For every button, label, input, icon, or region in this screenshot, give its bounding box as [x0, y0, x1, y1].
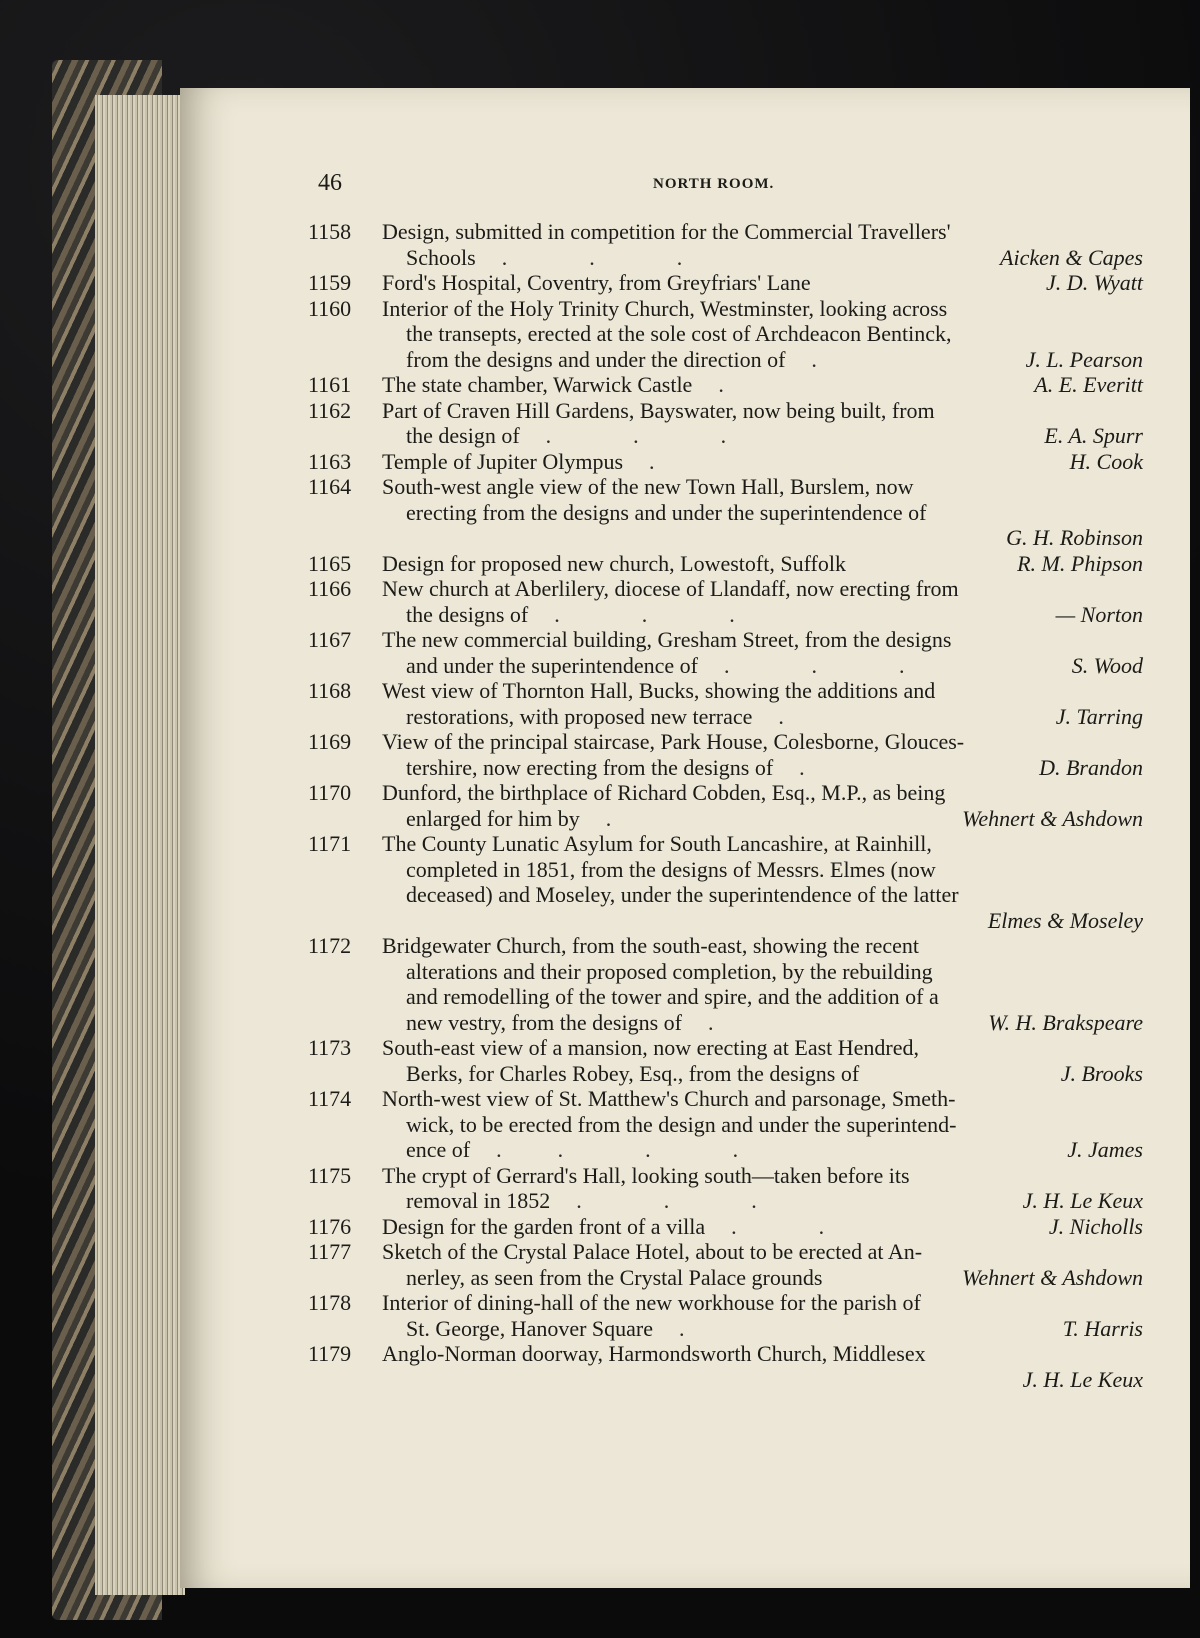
entry-title-text: and remodelling of the tower and spire, and the addition of a	[406, 984, 939, 1009]
entry-title-text: Temple of Jupiter Olympus	[382, 448, 624, 474]
leader-dots: .	[752, 703, 788, 729]
entry-artist: J. D. Wyatt	[1046, 270, 1143, 295]
entry-title-line	[406, 704, 1143, 730]
entry-title-line	[406, 321, 1143, 347]
entry-title-text: deceased) and Moseley, under the superintendence of the latter	[406, 882, 959, 907]
catalogue-entry	[308, 551, 1143, 577]
entry-title-line	[406, 959, 1143, 985]
entry-title-text: South-east view of a mansion, now erecting at East Hendred,	[382, 1035, 920, 1060]
entry-title-line	[406, 245, 1143, 271]
entry-title-line	[406, 1316, 1143, 1342]
entry-title-line	[382, 933, 1143, 959]
leader-dots: .	[681, 1009, 718, 1035]
entry-title-line	[406, 1188, 1143, 1214]
entry-number: 1176	[308, 1213, 352, 1239]
entry-title-text: West view of Thornton Hall, Bucks, showing the additions and	[382, 678, 936, 703]
entry-title-text: nerley, as seen from the Crystal Palace grounds	[406, 1264, 823, 1290]
entry-artist: E. A. Spurr	[1044, 423, 1143, 448]
entry-title-line	[406, 500, 1143, 526]
entry-title-text: tershire, now erecting from the designs of	[406, 754, 774, 780]
entry-title-text: Berks, for Charles Robey, Esq., from the designs of	[406, 1060, 860, 1086]
catalogue-entry	[308, 296, 1143, 373]
entry-artist: A. E. Everitt	[1034, 372, 1143, 397]
entry-title-line	[406, 755, 1143, 781]
entry-artist: Wehnert & Ashdown	[962, 805, 1143, 831]
catalogue-entry	[308, 1341, 1143, 1392]
entry-title-text: Dunford, the birthplace of Richard Cobden, Esq., M.P., as being	[382, 780, 946, 805]
entry-title-text: wick, to be erected from the design and under the superintend-	[406, 1111, 957, 1137]
entry-title-text: restorations, with proposed new terrace	[406, 703, 753, 729]
leader-dots: . . . .	[470, 1137, 743, 1162]
entry-number: 1178	[308, 1290, 352, 1315]
entry-artist: T. Harris	[1062, 1315, 1143, 1341]
leader-dots: .	[653, 1315, 689, 1341]
entry-title-text: Interior of dining-hall of the new workhouse for the parish of	[382, 1290, 921, 1315]
entry-artist: Elmes & Moseley	[987, 907, 1143, 933]
entry-title-line	[406, 1265, 1143, 1291]
catalogue-entry	[308, 627, 1143, 678]
catalogue-entry	[308, 780, 1143, 831]
entry-title-line	[406, 602, 1143, 628]
entry-title-text: the transepts, erected at the sole cost of Archdeacon Bentinck,	[406, 321, 952, 346]
leader-dots: .	[785, 346, 821, 372]
entry-title-line	[382, 576, 1143, 602]
entry-artist: W. H. Brakspeare	[988, 1009, 1143, 1035]
entry-title-line	[382, 219, 1143, 245]
leader-dots: .	[579, 805, 616, 831]
entry-title-line	[382, 296, 1143, 322]
entry-title-text: the designs of	[406, 601, 529, 627]
entry-number: 1166	[308, 576, 352, 601]
catalogue-entry	[308, 729, 1143, 780]
entry-title-text: completed in 1851, from the designs of Messrs. Elmes (now	[406, 856, 936, 882]
entry-title-text: Bridgewater Church, from the south-east, showing the recent	[382, 933, 920, 958]
entry-title-line	[382, 678, 1143, 704]
catalogue-entry	[308, 1214, 1143, 1240]
entry-title-text: alterations and their proposed completion, by the rebuilding	[406, 958, 933, 984]
entry-artist: J. H. Le Keux	[1022, 1188, 1143, 1213]
entry-title-line	[382, 1290, 1143, 1316]
entry-number: 1162	[308, 397, 352, 423]
entry-artist: J. L. Pearson	[1025, 346, 1143, 372]
entry-number: 1167	[308, 627, 352, 652]
entry-title-line	[406, 347, 1143, 373]
entry-title-line	[382, 780, 1143, 806]
entry-title-line	[382, 1086, 1143, 1112]
entry-number: 1158	[308, 219, 352, 244]
catalogue-entry	[308, 1239, 1143, 1290]
leader-dots: . . .	[475, 244, 687, 270]
entry-title-line	[406, 857, 1143, 883]
entry-title-text: the design of	[406, 423, 520, 448]
entry-title-line	[406, 984, 1143, 1010]
entry-title-text: St. George, Hanover Square	[406, 1315, 654, 1341]
leader-dots: .	[623, 448, 659, 474]
entry-number: 1159	[308, 270, 352, 295]
entry-title-text: New church at Aberlilery, diocese of Llandaff, now erecting from	[382, 576, 959, 601]
catalogue-entry	[308, 1035, 1143, 1086]
entry-title-line	[382, 474, 1143, 500]
entry-title-text: View of the principal staircase, Park House, Colesborne, Glouces-	[382, 729, 965, 754]
catalogue-entry	[308, 678, 1143, 729]
catalogue-entry	[308, 219, 1143, 270]
entry-title-line	[406, 423, 1143, 449]
entry-artist: J. James	[1067, 1137, 1143, 1162]
entry-artist: Aicken & Capes	[1000, 244, 1143, 270]
entry-title-text: Ford's Hospital, Coventry, from Greyfriars' Lane	[382, 270, 811, 295]
entry-title-text: new vestry, from the designs of	[406, 1009, 682, 1035]
entry-title-text: Part of Craven Hill Gardens, Bayswater, now being built, from	[382, 397, 935, 423]
entry-number: 1168	[308, 678, 352, 703]
page-header	[318, 170, 1138, 206]
catalogue-entry	[308, 576, 1143, 627]
leader-dots: . . .	[519, 423, 731, 448]
entry-artist: H. Cook	[1069, 448, 1143, 474]
entry-title-line	[406, 1112, 1143, 1138]
entry-title-text: South-west angle view of the new Town Hall, Burslem, now	[382, 474, 914, 499]
entry-title-line	[382, 449, 1143, 475]
entry-title-text: Design, submitted in competition for the Commercial Travellers'	[382, 219, 951, 244]
leader-dots: . . .	[528, 601, 739, 627]
catalogue-entry	[308, 831, 1143, 933]
catalogue-entry	[308, 1163, 1143, 1214]
catalogue-entry	[308, 449, 1143, 475]
entry-title-text: Schools	[406, 244, 476, 270]
entry-title-line	[382, 1214, 1143, 1240]
entry-title-text: The new commercial building, Gresham Street, from the designs	[382, 627, 952, 652]
entry-title-line	[406, 882, 1143, 908]
leader-dots: . .	[705, 1213, 829, 1239]
entry-number: 1171	[308, 831, 352, 856]
entry-artist: J. Nicholls	[1048, 1213, 1143, 1239]
entry-title-line	[406, 653, 1143, 679]
entry-title-line	[406, 1137, 1143, 1163]
entry-number: 1165	[308, 550, 352, 576]
entry-title-line	[382, 1163, 1143, 1189]
entry-title-text: The crypt of Gerrard's Hall, looking south—taken before its	[382, 1162, 910, 1188]
entry-title-line	[382, 551, 1143, 577]
entry-title-text: from the designs and under the direction of	[406, 346, 786, 372]
running-head: NORTH ROOM.	[653, 176, 775, 192]
catalogue-entry	[308, 270, 1143, 296]
entry-title-text: Anglo-Norman doorway, Harmondsworth Church, Middlesex	[382, 1341, 926, 1366]
entry-title-line	[406, 1010, 1143, 1036]
entry-title-line	[382, 627, 1143, 653]
entry-title-text: ence of	[406, 1137, 471, 1162]
entry-artist: R. M. Phipson	[1017, 550, 1143, 576]
entry-artist: D. Brandon	[1039, 754, 1143, 780]
entry-number: 1163	[308, 448, 352, 474]
entry-title-text: removal in 1852	[406, 1188, 551, 1213]
entry-title-line	[382, 831, 1143, 857]
entry-number: 1170	[308, 780, 352, 805]
entry-title-text: Design for the garden front of a villa	[382, 1213, 706, 1239]
entry-title-text: enlarged for him by	[406, 805, 580, 831]
entry-number: 1172	[308, 933, 352, 958]
leader-dots: .	[773, 754, 809, 780]
entry-number: 1177	[308, 1239, 352, 1264]
page-number: 46	[318, 170, 342, 196]
entry-artist: Wehnert & Ashdown	[962, 1264, 1143, 1290]
entry-title-line	[406, 1061, 1143, 1087]
catalogue-entry	[308, 1086, 1143, 1163]
entry-number: 1161	[308, 372, 352, 397]
entry-title-line	[382, 1035, 1143, 1061]
entry-title-text: Interior of the Holy Trinity Church, Westminster, looking across	[382, 295, 948, 321]
entry-title-text: Design for proposed new church, Lowestoft, Suffolk	[382, 550, 846, 576]
catalogue-entry	[308, 933, 1143, 1035]
entry-title-line	[382, 1239, 1143, 1265]
entry-title-text: North-west view of St. Matthew's Church and parsonage, Smeth-	[382, 1086, 956, 1111]
entry-title-text: The County Lunatic Asylum for South Lancashire, at Rainhill,	[382, 831, 932, 856]
entry-number: 1173	[308, 1035, 352, 1060]
page-edges	[95, 95, 185, 1595]
entry-number: 1164	[308, 474, 352, 499]
entry-artist: J. Brooks	[1060, 1060, 1143, 1086]
entry-title-text: The state chamber, Warwick Castle	[382, 372, 693, 397]
entry-artist: G. H. Robinson	[1006, 525, 1143, 550]
leader-dots: .	[692, 372, 728, 397]
entry-number: 1179	[308, 1341, 352, 1366]
entry-title-line	[406, 806, 1143, 832]
entry-number: 1175	[308, 1162, 352, 1188]
entry-artist: S. Wood	[1071, 652, 1143, 678]
entry-title-text: Sketch of the Crystal Palace Hotel, about to be erected at An-	[382, 1239, 923, 1264]
catalogue-entry	[308, 1290, 1143, 1341]
leader-dots: . . .	[550, 1188, 761, 1213]
entry-title-line	[382, 372, 1143, 398]
entry-title-line	[382, 1341, 1143, 1367]
entry-number: 1174	[308, 1086, 352, 1111]
catalogue-entry	[308, 474, 1143, 551]
entry-artist: J. H. Le Keux	[1022, 1366, 1143, 1392]
entry-number: 1160	[308, 295, 352, 321]
leader-dots: . . .	[698, 652, 909, 678]
entry-title-text: and under the superintendence of	[406, 652, 698, 678]
entry-title-line	[382, 729, 1143, 755]
entry-artist: — Norton	[1055, 601, 1143, 627]
catalogue-entry	[308, 398, 1143, 449]
entry-title-line	[382, 398, 1143, 424]
catalogue-list	[308, 219, 1143, 1392]
catalogue-entry	[308, 372, 1143, 398]
entry-title-text: erecting from the designs and under the superintendence of	[406, 499, 927, 525]
entry-number: 1169	[308, 729, 352, 754]
entry-artist: J. Tarring	[1055, 703, 1143, 729]
entry-title-line	[382, 270, 1143, 296]
